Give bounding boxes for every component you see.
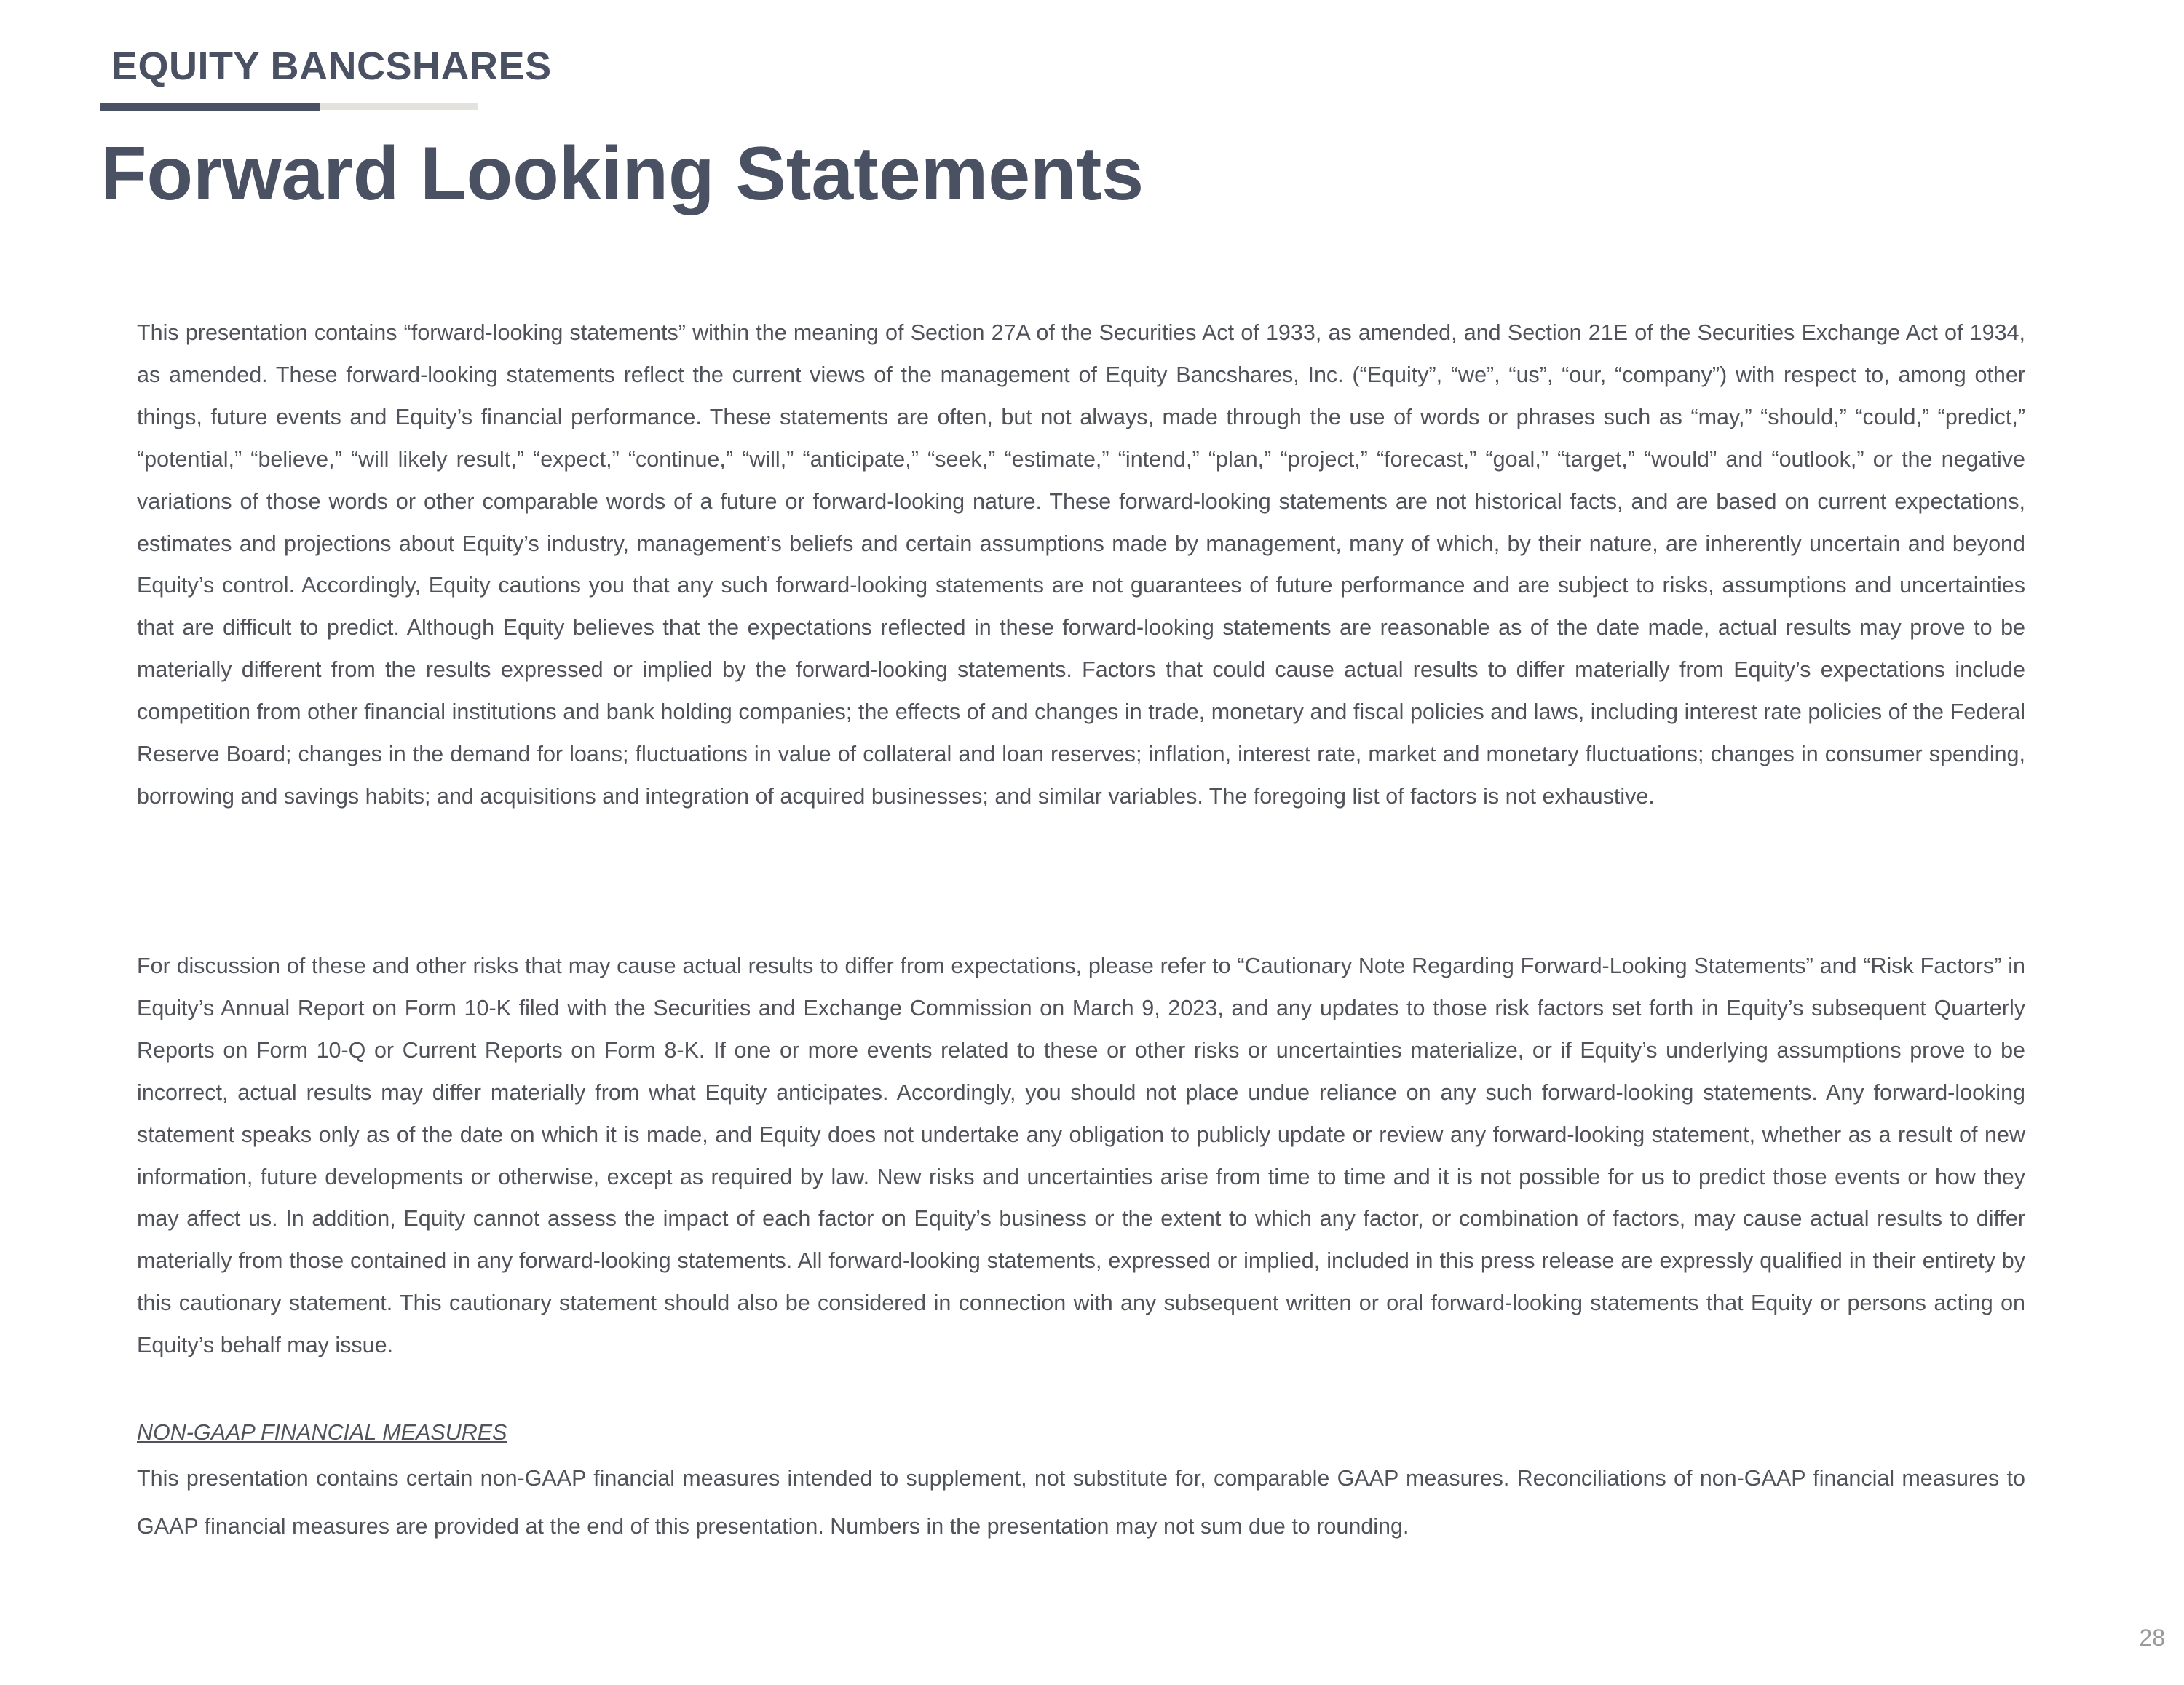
forward-looking-paragraph: This presentation contains “forward-looking statements” within the meaning of Section 27A of the Securities Act of 1933, as amended, and Section 21E of the Securities Exchange Act of 1934, as amended. These forward-looking statements reflect the current views of the management of Equity Bancshares, Inc. (“Equity”, “we”, “us”, “our, “company”) with respect to, among other things, future events and Equity’s financial performance. These statements are often, but not always, made through the use of words or phrases such as “may,” “should,” “could,” “predict,” “potential,” “believe,” “will likely result,” “expect,” “continue,” “will,” “anticipate,” “seek,” “estimate,” “intend,” “plan,” “project,” “forecast,” “goal,” “target,” “would” and “outlook,” or the negative variations of those words or other comparable words of a future or forward-looking nature. These forward-looking statements are not historical facts, and are based on current expectations, estimates and projections about Equity’s industry, management’s beliefs and certain assumptions made by management, many of which, by their nature, are inherently uncertain and beyond Equity’s control. Accordingly, Equity cautions you that any such forward-looking statements are not guarantees of future performance and are subject to risks, assumptions and uncertainties that are difficult to predict. Although Equity believes that the expectations reflected in these forward-looking statements are reasonable as of the date made, actual results may prove to be materially different from the results expressed or implied by the forward-looking statements. Factors that could cause actual results to differ materially from Equity’s expectations include competition from other financial institutions and bank holding companies; the effects of and changes in trade, monetary and fiscal policies and laws, including interest rate policies of the Federal Reserve Board; changes in the demand for loans; fluctuations in value of collateral and loan reserves; inflation, interest rate, market and monetary fluctuations; changes in consumer spending, borrowing and savings habits; and acquisitions and integration of acquired businesses; and similar variables. The foregoing list of factors is not exhaustive.: [137, 320, 2025, 809]
page-number: 28: [2139, 1625, 2165, 1651]
non-gaap-paragraph: This presentation contains certain non-GAAP financial measures intended to supplement, not substitute for, comparable GAAP measures. Reconciliations of non-GAAP financial measures to GAAP financial measures are provided at the end of this presentation. Numbers in the presentation may not sum due to rounding.: [137, 1466, 2025, 1539]
brand-underline-dark: [100, 103, 320, 111]
risk-discussion-paragraph: For discussion of these and other risks that may cause actual results to differ from expectations, please refer to “Cautionary Note Regarding Forward-Looking Statements” and “Risk Factors” in Equity’s Annual Report on Form 10-K filed with the Securities and Exchange Commission on March 9, 2023, and any updates to those risk factors set forth in Equity’s subsequent Quarterly Reports on Form 10-Q or Current Reports on Form 8-K. If one or more events related to these or other risks or uncertainties materialize, or if Equity’s underlying assumptions prove to be incorrect, actual results may differ materially from what Equity anticipates. Accordingly, you should not place undue reliance on any such forward-looking statements. Any forward-looking statement speaks only as of the date on which it is made, and Equity does not undertake any obligation to publicly update or review any forward-looking statement, whether as a result of new information, future developments or otherwise, except as required by law. New risks and uncertainties arise from time to time and it is not possible for us to predict those events or how they may affect us. In addition, Equity cannot assess the impact of each factor on Equity’s business or the extent to which any factor, or combination of factors, may cause actual results to differ materially from those contained in any forward-looking statements. All forward-looking statements, expressed or implied, included in this press release are expressly qualified in their entirety by this cautionary statement. This cautionary statement should also be considered in connection with any subsequent written or oral forward-looking statements that Equity or persons acting on Equity’s behalf may issue.: [137, 953, 2025, 1358]
brand-underline-light: [320, 103, 478, 110]
brand-name: EQUITY BANCSHARES: [111, 44, 552, 88]
non-gaap-heading: NON-GAAP FINANCIAL MEASURES: [137, 1420, 507, 1445]
page-title: Forward Looking Statements: [100, 132, 1144, 216]
